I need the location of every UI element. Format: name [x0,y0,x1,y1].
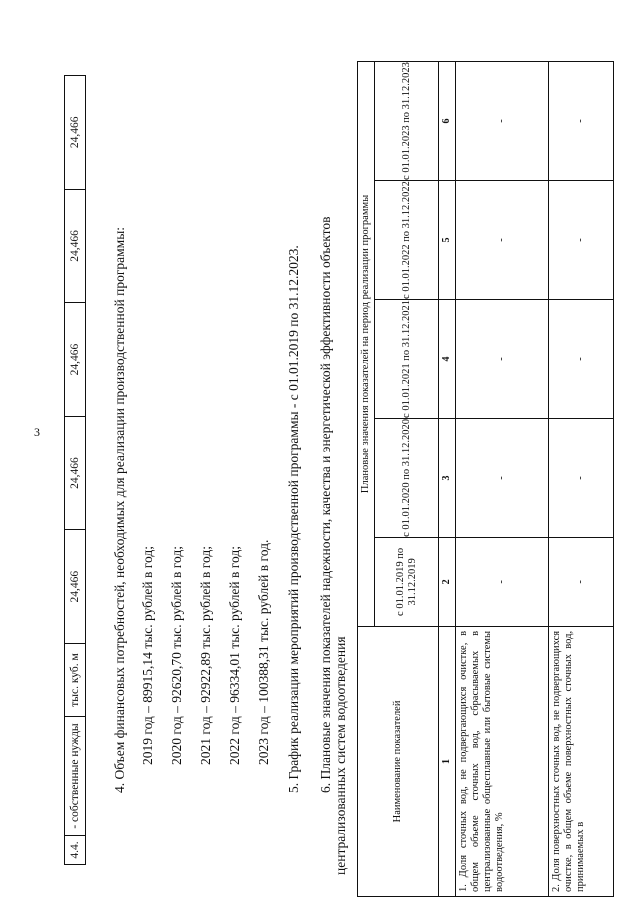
row-value: 24,466 [65,76,86,190]
period-header: Плановые значения показателей на период реализации программы [358,62,375,627]
indicator-value: - [456,62,549,181]
indicator-value: - [549,62,614,181]
indicator-name: 1. Доля сточных вод, не подвергающихся очистке, в общем объеме сточных вод, сбрасываемых в централизованные общесплавные или бытовые системы водоотведения, % [456,626,549,896]
indicator-value: - [549,181,614,300]
row-value: 24,466 [65,530,86,644]
indicator-value: - [456,418,549,537]
col-number: 5 [439,181,456,300]
row-value: 24,466 [65,189,86,303]
col-number: 2 [439,537,456,626]
period-cell: с 01.01.2021 по 31.12.2021 [375,300,439,419]
period-cell: с 01.01.2019 по 31.12.2019 [375,537,439,626]
period-cell: с 01.01.2020 по 31.12.2020 [375,418,439,537]
top-table [64,75,86,865]
period-cell: с 01.01.2023 по 31.12.2023 [375,62,439,181]
indicator-name: 2. Доля поверхностных сточных вод, не подвергающихся очистке, в общем объеме поверхностных сточных вод, принимаемых в [549,626,614,896]
row-label: - собственные нужды [65,717,86,836]
section6-heading: 6. Плановые значения показателей надежности, качества и энергетической эффективности объектов [318,216,333,793]
row-unit: тыс. куб. м [65,644,86,717]
col-number: 3 [439,418,456,537]
section4-heading: 4. Объем финансовых потребностей, необходимых для реализации производственной программы: [112,226,127,793]
page-number: 3 [34,425,40,439]
col-number: 6 [439,62,456,181]
col-number: 1 [439,626,456,896]
indicator-value: - [549,300,614,419]
finance-line: 2022 год – 96334,01 тыс. рублей в год; [227,546,242,765]
table-row [456,62,549,897]
period-cell: с 01.01.2022 по 31.12.2022 [375,181,439,300]
indicator-value: - [549,418,614,537]
table-header-row [358,62,375,897]
indicator-value: - [456,300,549,419]
indicator-value: - [549,537,614,626]
name-header: Наименование показателей [358,626,439,896]
finance-line: 2021 год – 92922,89 тыс. рублей в год; [198,546,213,765]
section6-heading-cont: централизованных систем водоотведения [333,636,348,875]
table-number-row [439,62,456,897]
row-value: 24,466 [65,303,86,417]
finance-line: 2019 год – 89915,14 тыс. рублей в год; [140,546,155,765]
col-number: 4 [439,300,456,419]
section5-heading: 5. График реализации мероприятий производственной программы - с 01.01.2019 по 31.12.2023. [286,245,301,793]
finance-line: 2020 год – 92620,70 тыс. рублей в год; [169,546,184,765]
indicators-table [357,61,614,897]
row-number: 4.4. [65,836,86,865]
indicator-value: - [456,181,549,300]
row-value: 24,466 [65,416,86,530]
finance-line: 2023 год – 100388,31 тыс. рублей в год. [256,539,271,765]
indicator-value: - [456,537,549,626]
table-row [549,62,614,897]
table-row [65,76,86,865]
